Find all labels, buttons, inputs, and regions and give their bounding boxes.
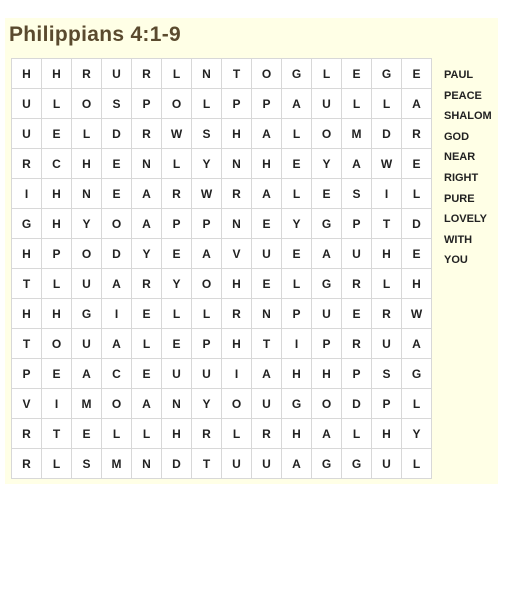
grid-cell[interactable]: A	[252, 359, 282, 389]
grid-cell[interactable]: L	[192, 89, 222, 119]
grid-cell[interactable]: Y	[132, 239, 162, 269]
grid-cell[interactable]: T	[252, 329, 282, 359]
grid-cell[interactable]: P	[42, 239, 72, 269]
grid-cell[interactable]: L	[42, 269, 72, 299]
grid-cell[interactable]: L	[162, 299, 192, 329]
grid-cell[interactable]: E	[402, 59, 432, 89]
grid-cell[interactable]: H	[42, 209, 72, 239]
grid-cell[interactable]: U	[12, 119, 42, 149]
grid-cell[interactable]: I	[12, 179, 42, 209]
grid-cell[interactable]: P	[162, 209, 192, 239]
grid-cell[interactable]: O	[312, 119, 342, 149]
grid-cell[interactable]: L	[102, 419, 132, 449]
grid-cell[interactable]: A	[252, 179, 282, 209]
grid-row	[12, 179, 432, 209]
grid-cell[interactable]: A	[402, 329, 432, 359]
word-list-item: NEAR	[444, 151, 476, 164]
grid-row	[12, 389, 432, 419]
grid-cell[interactable]: H	[222, 119, 252, 149]
grid-cell[interactable]: L	[192, 299, 222, 329]
grid-cell[interactable]: T	[42, 419, 72, 449]
grid-cell[interactable]: L	[162, 149, 192, 179]
grid-cell[interactable]: A	[132, 209, 162, 239]
grid-cell[interactable]: R	[72, 59, 102, 89]
grid-cell[interactable]: U	[102, 59, 132, 89]
grid-cell[interactable]: L	[402, 449, 432, 479]
grid-cell[interactable]: H	[282, 419, 312, 449]
grid-cell[interactable]: W	[402, 299, 432, 329]
grid-cell[interactable]: L	[282, 179, 312, 209]
grid-cell[interactable]: G	[312, 269, 342, 299]
grid-cell[interactable]: R	[12, 149, 42, 179]
grid-cell[interactable]: P	[282, 299, 312, 329]
grid-cell[interactable]: E	[312, 179, 342, 209]
letter-grid	[11, 58, 432, 479]
grid-cell[interactable]: E	[282, 239, 312, 269]
grid-cell[interactable]: O	[222, 389, 252, 419]
grid-cell[interactable]: A	[282, 89, 312, 119]
grid-cell[interactable]: U	[312, 299, 342, 329]
puzzle-panel	[5, 18, 498, 484]
grid-cell[interactable]: T	[12, 329, 42, 359]
grid-cell[interactable]: D	[162, 449, 192, 479]
grid-cell[interactable]: N	[132, 449, 162, 479]
grid-cell[interactable]: R	[192, 419, 222, 449]
grid-cell[interactable]: G	[312, 209, 342, 239]
grid-cell[interactable]: U	[162, 359, 192, 389]
grid-cell[interactable]: P	[192, 209, 222, 239]
grid-cell[interactable]: M	[72, 389, 102, 419]
grid-cell[interactable]: N	[222, 209, 252, 239]
grid-cell[interactable]: H	[12, 299, 42, 329]
grid-cell[interactable]: Y	[312, 149, 342, 179]
grid-cell[interactable]: O	[192, 269, 222, 299]
grid-cell[interactable]: U	[252, 389, 282, 419]
grid-cell[interactable]: L	[282, 269, 312, 299]
grid-cell[interactable]: G	[372, 59, 402, 89]
grid-cell[interactable]: E	[132, 359, 162, 389]
grid-cell[interactable]: H	[402, 269, 432, 299]
grid-cell[interactable]: A	[102, 329, 132, 359]
grid-cell[interactable]: R	[402, 119, 432, 149]
grid-cell[interactable]: P	[372, 389, 402, 419]
grid-cell[interactable]: O	[312, 389, 342, 419]
grid-cell[interactable]: L	[162, 59, 192, 89]
grid-cell[interactable]: D	[102, 119, 132, 149]
grid-cell[interactable]: G	[72, 299, 102, 329]
grid-cell[interactable]: L	[312, 59, 342, 89]
grid-cell[interactable]: E	[42, 359, 72, 389]
grid-cell[interactable]: H	[42, 179, 72, 209]
grid-cell[interactable]: L	[282, 119, 312, 149]
grid-cell[interactable]: Y	[192, 389, 222, 419]
grid-cell[interactable]: A	[282, 449, 312, 479]
grid-cell[interactable]: S	[192, 119, 222, 149]
grid-cell[interactable]: P	[252, 89, 282, 119]
grid-cell[interactable]: G	[282, 389, 312, 419]
grid-cell[interactable]: U	[312, 89, 342, 119]
grid-cell[interactable]: A	[312, 239, 342, 269]
grid-cell[interactable]: E	[162, 239, 192, 269]
grid-cell[interactable]: P	[312, 329, 342, 359]
grid-cell[interactable]: E	[132, 299, 162, 329]
grid-cell[interactable]: U	[372, 329, 402, 359]
grid-cell[interactable]: R	[222, 299, 252, 329]
grid-cell[interactable]: P	[12, 359, 42, 389]
grid-cell[interactable]: H	[312, 359, 342, 389]
grid-cell[interactable]: U	[12, 89, 42, 119]
grid-cell[interactable]: U	[342, 239, 372, 269]
grid-cell[interactable]: D	[402, 209, 432, 239]
word-list-item: PURE	[444, 192, 475, 205]
word-list-item: WITH	[444, 233, 473, 246]
word-list-item: GOD	[444, 130, 470, 143]
grid-cell[interactable]: A	[402, 89, 432, 119]
grid-cell[interactable]: L	[402, 389, 432, 419]
grid-cell[interactable]: C	[102, 359, 132, 389]
grid-cell[interactable]: E	[402, 239, 432, 269]
grid-cell[interactable]: R	[342, 329, 372, 359]
grid-cell[interactable]: P	[342, 209, 372, 239]
grid-cell[interactable]: Y	[162, 269, 192, 299]
grid-cell[interactable]: E	[252, 269, 282, 299]
grid-cell[interactable]: S	[72, 449, 102, 479]
grid-cell[interactable]: G	[282, 59, 312, 89]
grid-cell[interactable]: A	[102, 269, 132, 299]
grid-cell[interactable]: E	[342, 299, 372, 329]
grid-cell[interactable]: D	[102, 239, 132, 269]
grid-cell[interactable]: U	[222, 449, 252, 479]
grid-cell[interactable]: U	[192, 359, 222, 389]
grid-cell[interactable]: I	[282, 329, 312, 359]
grid-cell[interactable]: S	[342, 179, 372, 209]
grid-cell[interactable]: O	[162, 89, 192, 119]
grid-cell[interactable]: T	[222, 59, 252, 89]
grid-cell[interactable]: A	[252, 119, 282, 149]
grid-cell[interactable]: N	[162, 389, 192, 419]
puzzle-title: Philippians 4:1-9	[9, 23, 181, 46]
grid-cell[interactable]: G	[402, 359, 432, 389]
grid-cell[interactable]: E	[72, 419, 102, 449]
grid-cell[interactable]: L	[402, 179, 432, 209]
grid-cell[interactable]: G	[342, 449, 372, 479]
grid-cell[interactable]: U	[252, 449, 282, 479]
grid-cell[interactable]: R	[132, 59, 162, 89]
grid-cell[interactable]: L	[372, 89, 402, 119]
grid-cell[interactable]: L	[132, 329, 162, 359]
grid-cell[interactable]: T	[372, 209, 402, 239]
grid-cell[interactable]: O	[72, 89, 102, 119]
word-list-item: LOVELY	[444, 213, 487, 226]
grid-cell[interactable]: O	[42, 329, 72, 359]
grid-cell[interactable]: H	[12, 239, 42, 269]
grid-cell[interactable]: U	[72, 329, 102, 359]
grid-cell[interactable]: Y	[282, 209, 312, 239]
grid-cell[interactable]: H	[222, 329, 252, 359]
word-list-item: PEACE	[444, 89, 482, 102]
grid-cell[interactable]: Y	[192, 149, 222, 179]
grid-row	[12, 59, 432, 89]
grid-cell[interactable]: D	[372, 119, 402, 149]
word-list-item: YOU	[444, 254, 468, 267]
grid-cell[interactable]: U	[372, 449, 402, 479]
grid-cell[interactable]: A	[342, 149, 372, 179]
word-list-item: PAUL	[444, 69, 474, 81]
grid-cell[interactable]: E	[102, 149, 132, 179]
grid-cell[interactable]: T	[12, 269, 42, 299]
grid-cell[interactable]: L	[372, 269, 402, 299]
grid-cell[interactable]: R	[12, 449, 42, 479]
grid-cell[interactable]: L	[342, 419, 372, 449]
grid-cell[interactable]: O	[72, 239, 102, 269]
grid-cell[interactable]: A	[192, 239, 222, 269]
word-list	[444, 65, 492, 271]
grid-cell[interactable]: U	[72, 269, 102, 299]
grid-cell[interactable]: D	[342, 389, 372, 419]
grid-cell[interactable]: A	[72, 359, 102, 389]
grid-cell[interactable]: I	[102, 299, 132, 329]
grid-row	[12, 269, 432, 299]
grid-cell[interactable]: H	[72, 149, 102, 179]
grid-cell[interactable]: P	[342, 359, 372, 389]
grid-cell[interactable]: H	[222, 269, 252, 299]
grid-cell[interactable]: H	[252, 149, 282, 179]
grid-cell[interactable]: O	[102, 209, 132, 239]
grid-row	[12, 359, 432, 389]
grid-cell[interactable]: Y	[72, 209, 102, 239]
grid-cell[interactable]: H	[42, 59, 72, 89]
grid-cell[interactable]: E	[252, 209, 282, 239]
grid-cell[interactable]: N	[132, 149, 162, 179]
word-list-item: SHALOM	[444, 110, 492, 123]
grid-cell[interactable]: I	[372, 179, 402, 209]
grid-cell[interactable]: A	[132, 179, 162, 209]
grid-row	[12, 119, 432, 149]
word-list-item: RIGHT	[444, 171, 479, 184]
grid-cell[interactable]: Y	[402, 419, 432, 449]
grid-cell[interactable]: E	[102, 179, 132, 209]
grid-row	[12, 89, 432, 119]
grid-cell[interactable]: R	[12, 419, 42, 449]
grid-cell[interactable]: H	[372, 419, 402, 449]
grid-cell[interactable]: M	[342, 119, 372, 149]
grid-cell[interactable]: L	[72, 119, 102, 149]
grid-cell[interactable]: N	[222, 149, 252, 179]
grid-cell[interactable]: R	[162, 179, 192, 209]
grid-cell[interactable]: A	[132, 389, 162, 419]
grid-cell[interactable]: L	[42, 449, 72, 479]
grid-cell[interactable]: I	[42, 389, 72, 419]
grid-cell[interactable]: P	[132, 89, 162, 119]
grid-cell[interactable]: N	[252, 299, 282, 329]
grid-cell[interactable]: W	[372, 149, 402, 179]
grid-cell[interactable]: O	[102, 389, 132, 419]
grid-cell[interactable]: E	[282, 149, 312, 179]
grid-cell[interactable]: L	[222, 419, 252, 449]
grid-cell[interactable]: E	[342, 59, 372, 89]
grid-cell[interactable]: H	[282, 359, 312, 389]
grid-cell[interactable]: R	[372, 299, 402, 329]
grid-cell[interactable]: R	[222, 179, 252, 209]
grid-cell[interactable]: S	[372, 359, 402, 389]
grid-cell[interactable]: M	[102, 449, 132, 479]
grid-cell[interactable]: R	[342, 269, 372, 299]
grid-cell[interactable]: E	[402, 149, 432, 179]
grid-cell[interactable]: E	[162, 329, 192, 359]
grid-cell[interactable]: V	[222, 239, 252, 269]
grid-cell[interactable]: E	[42, 119, 72, 149]
grid-cell[interactable]: L	[342, 89, 372, 119]
grid-row	[12, 299, 432, 329]
grid-cell[interactable]: I	[222, 359, 252, 389]
grid-cell[interactable]: O	[252, 59, 282, 89]
grid-cell[interactable]: A	[312, 419, 342, 449]
grid-cell[interactable]: G	[312, 449, 342, 479]
grid-cell[interactable]: C	[42, 149, 72, 179]
grid-cell[interactable]: U	[252, 239, 282, 269]
grid-cell[interactable]: L	[132, 419, 162, 449]
grid-cell[interactable]: L	[42, 89, 72, 119]
grid-cell[interactable]: H	[12, 59, 42, 89]
grid-row	[12, 419, 432, 449]
grid-cell[interactable]: P	[222, 89, 252, 119]
grid-cell[interactable]: S	[102, 89, 132, 119]
grid-cell[interactable]: W	[192, 179, 222, 209]
grid-row	[12, 239, 432, 269]
grid-cell[interactable]: R	[252, 419, 282, 449]
grid-row	[12, 449, 432, 479]
grid-cell[interactable]: T	[192, 449, 222, 479]
grid-cell[interactable]: R	[132, 269, 162, 299]
grid-cell[interactable]: H	[372, 239, 402, 269]
grid-cell[interactable]: N	[192, 59, 222, 89]
grid-row	[12, 329, 432, 359]
grid-cell[interactable]: W	[162, 119, 192, 149]
grid-cell[interactable]: G	[12, 209, 42, 239]
grid-cell[interactable]: P	[192, 329, 222, 359]
grid-row	[12, 149, 432, 179]
grid-cell[interactable]: H	[162, 419, 192, 449]
grid-cell[interactable]: N	[72, 179, 102, 209]
grid-row	[12, 209, 432, 239]
grid-cell[interactable]: H	[42, 299, 72, 329]
grid-cell[interactable]: R	[132, 119, 162, 149]
grid-cell[interactable]: V	[12, 389, 42, 419]
